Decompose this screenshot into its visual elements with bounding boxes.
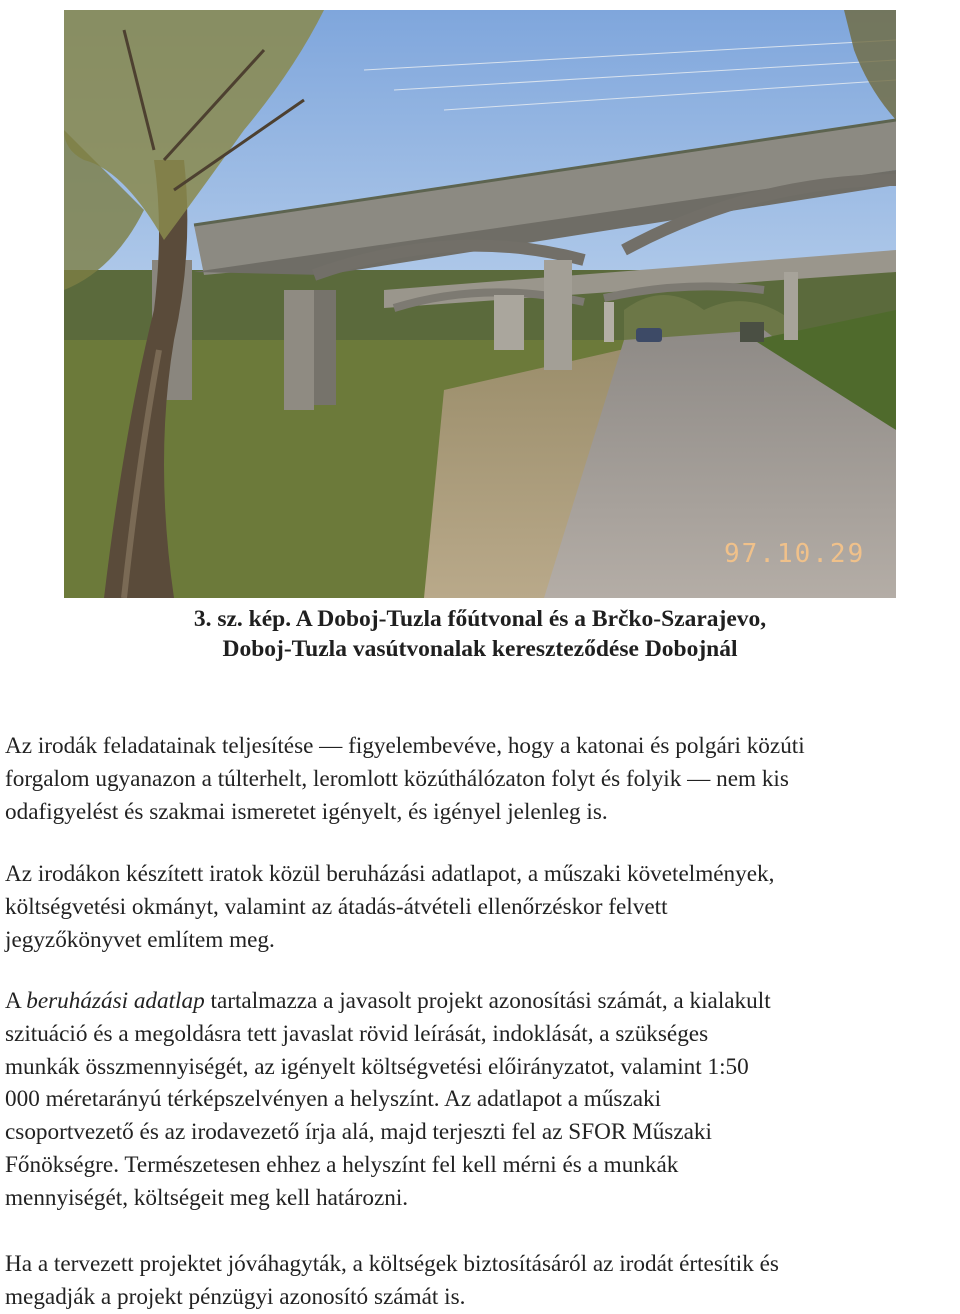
text-line	[5, 985, 957, 1018]
text-line: forgalom ugyanazon a túlterhelt, leromlott közúthálózaton folyt és folyik — nem kis	[5, 765, 789, 792]
text-line: költségvetési okmányt, valamint az átadás-átvételi ellenőrzéskor felvett	[5, 893, 668, 920]
caption-line-2: Doboj-Tuzla vasútvonalak kereszteződése Dobojnál	[222, 636, 738, 662]
caption-line-1: 3. sz. kép. A Doboj-Tuzla főútvonal és a Brčko-Szarajevo,	[193, 606, 767, 632]
paragraph-4	[5, 1248, 957, 1314]
text-fragment: A	[5, 988, 27, 1014]
text-line: szituáció és a megoldásra tett javaslat rövid leírását, indoklását, a szükséges	[5, 1020, 709, 1047]
text-fragment: tartalmazza a javasolt projekt azonosítási számát, a kialakult	[204, 988, 771, 1014]
text-line: 000 méretarányú térképszelvényen a helyszínt. Az adatlapot a műszaki	[5, 1086, 662, 1113]
photo-caption	[0, 604, 960, 664]
paragraph-1	[5, 730, 957, 828]
paragraph-2	[5, 858, 957, 956]
bridge-photo	[64, 10, 896, 598]
text-line: odafigyelést és szakmai ismeretet igényelt, és igényel jelenleg is.	[5, 798, 608, 825]
text-line: munkák összmennyiségét, az igényelt költségvetési előirányzatot, valamint 1:50	[5, 1053, 749, 1080]
bridge-photo-drawing	[64, 10, 896, 598]
text-line: Az irodák feladatainak teljesítése — figyelembevéve, hogy a katonai és polgári közúti	[5, 733, 805, 759]
text-line: csoportvezető és az irodavezető írja alá, majd terjeszti fel az SFOR Műszaki	[5, 1119, 712, 1146]
text-line: Az irodákon készített iratok közül beruházási adatlapot, a műszaki követelmények,	[5, 861, 775, 887]
text-line: Ha a tervezett projektet jóváhagyták, a költségek biztosításáról az irodát értesítik és	[5, 1251, 779, 1277]
date-stamp: 97.10.29	[724, 539, 866, 569]
text-line: megadják a projekt pénzügyi azonosító számát is.	[5, 1283, 466, 1310]
text-line: Főnökségre. Természetesen ehhez a helyszínt fel kell mérni és a munkák	[5, 1151, 679, 1178]
text-line: jegyzőkönyvet említem meg.	[5, 926, 275, 953]
text-line: mennyiségét, költségeit meg kell határozni.	[5, 1184, 409, 1211]
paragraph-3	[5, 985, 957, 1215]
italic-term: beruházási adatlap	[26, 988, 205, 1014]
